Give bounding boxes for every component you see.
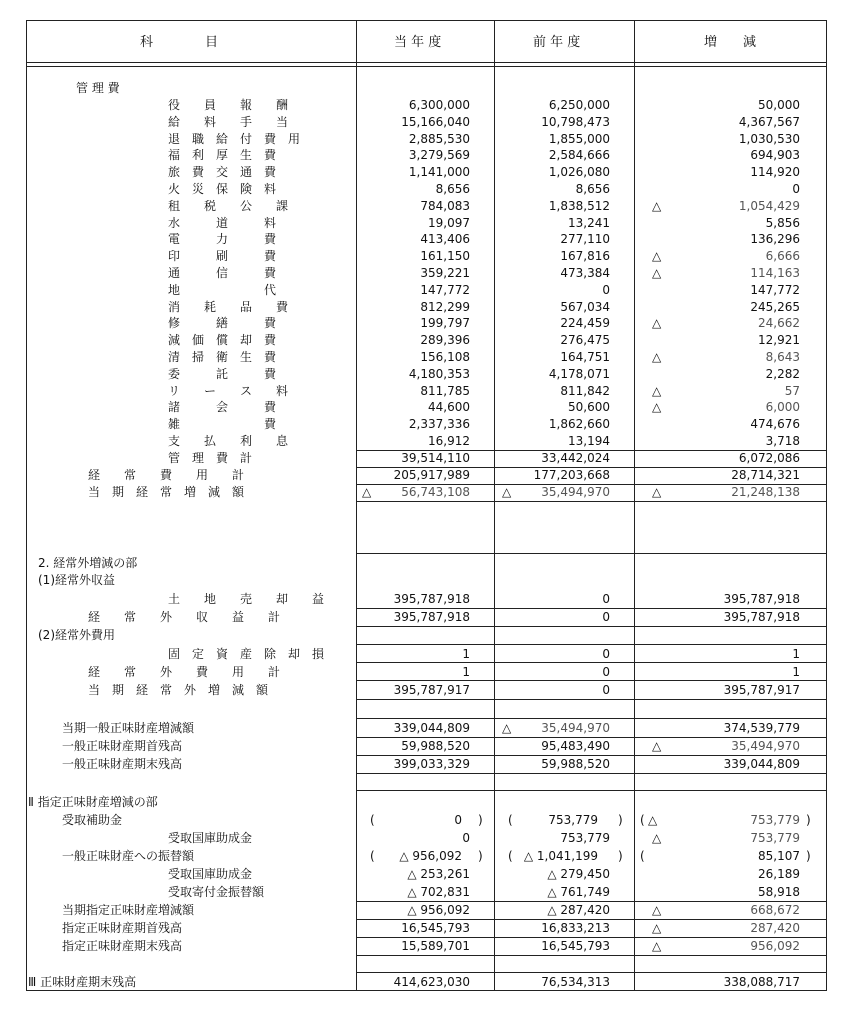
negative-mark: △ <box>362 485 372 499</box>
change-value: 26,189 <box>758 867 800 881</box>
current-year-value: 359,221 <box>420 266 470 280</box>
open-paren: ( <box>640 849 645 863</box>
close-paren: ) <box>478 813 483 827</box>
current-year-value: 39,514,110 <box>401 451 470 465</box>
current-year-value: 147,772 <box>420 283 470 297</box>
general-net-assets-label: 一般正味財産期首残高 <box>62 739 183 753</box>
change-value: 6,000 <box>765 400 800 414</box>
previous-year-value: 753,779 <box>548 813 598 827</box>
previous-year-value: 167,816 <box>560 249 610 263</box>
land-sale-gain-label: 土 地 売 却 益 <box>168 592 325 606</box>
change-value: 1 <box>792 665 800 679</box>
current-year-value: 2,885,530 <box>408 132 470 146</box>
change-value: 395,787,918 <box>723 592 800 606</box>
current-year-value: 812,299 <box>420 300 470 314</box>
previous-year-value: 1,838,512 <box>548 199 610 213</box>
rule-line <box>26 990 827 991</box>
admin-expense-label: 委 託 費 <box>168 367 277 381</box>
admin-expense-label: 清 掃 衛 生 費 <box>168 350 277 364</box>
change-value: 6,072,086 <box>738 451 800 465</box>
section-non-ordinary-revenue: (1)経常外収益 <box>38 573 115 587</box>
current-year-value: 15,166,040 <box>401 115 470 129</box>
current-year-value: 15,589,701 <box>401 939 470 953</box>
change-value: 395,787,918 <box>723 610 800 624</box>
national-subsidy-label: 受取国庫助成金 <box>168 831 253 845</box>
change-value: 245,265 <box>750 300 800 314</box>
designated-end-label: 指定正味財産期末残高 <box>62 939 183 953</box>
previous-year-value: 0 <box>602 683 610 697</box>
negative-mark: △ <box>652 831 662 845</box>
current-year-value: 399,033,329 <box>393 757 470 771</box>
admin-expense-label: 役 員 報 酬 <box>168 98 289 112</box>
rule-line <box>356 553 826 554</box>
previous-year-value: 473,384 <box>560 266 610 280</box>
admin-expense-label: 租 税 公 課 <box>168 199 289 213</box>
admin-expense-label: 地 代 <box>168 283 277 297</box>
change-value: 136,296 <box>750 232 800 246</box>
change-value: 474,676 <box>750 417 800 431</box>
change-value: 1,030,530 <box>738 132 800 146</box>
admin-expense-label: 諸 会 費 <box>168 400 277 414</box>
current-year-value: 395,787,917 <box>393 683 470 697</box>
change-value: 956,092 <box>750 939 800 953</box>
change-value: 2,282 <box>765 367 800 381</box>
rule-line <box>356 626 826 627</box>
previous-year-value: 33,442,024 <box>541 451 610 465</box>
column-header-subject: 科 目 <box>140 35 219 50</box>
current-year-value: △ 702,831 <box>407 885 470 899</box>
previous-year-value: 16,833,213 <box>541 921 610 935</box>
asset-disposal-loss-label: 固 定 資 産 除 却 損 <box>168 647 325 661</box>
current-year-value: 0 <box>462 831 470 845</box>
negative-mark: △ <box>652 316 662 330</box>
previous-year-value: 2,584,666 <box>548 148 610 162</box>
previous-year-value: △ 761,749 <box>547 885 610 899</box>
donation-transfer-label: 受取寄付金振替額 <box>168 885 265 899</box>
admin-expense-label: 通 信 費 <box>168 266 277 280</box>
previous-year-value: 277,110 <box>560 232 610 246</box>
current-year-value: 811,785 <box>420 384 470 398</box>
rule-line <box>356 644 826 645</box>
previous-year-value: 177,203,668 <box>533 468 610 482</box>
admin-expense-label: 雑 費 <box>168 417 277 431</box>
change-value: 374,539,779 <box>723 721 800 735</box>
change-value: 287,420 <box>750 921 800 935</box>
section-admin-expenses: 管 理 費 <box>76 81 120 95</box>
rule-line <box>356 755 826 756</box>
section-non-ordinary-expense: (2)経常外費用 <box>38 628 115 642</box>
current-year-value: △ 956,092 <box>399 849 462 863</box>
admin-expense-label: 印 刷 費 <box>168 249 277 263</box>
current-year-value: 16,545,793 <box>401 921 470 935</box>
column-line <box>26 20 27 990</box>
change-value: 1,054,429 <box>738 199 800 213</box>
change-value: 668,672 <box>750 903 800 917</box>
current-year-value: 161,150 <box>420 249 470 263</box>
current-year-value: 3,279,569 <box>408 148 470 162</box>
previous-year-value: 1,026,080 <box>548 165 610 179</box>
previous-year-value: 276,475 <box>560 333 610 347</box>
previous-year-value: 811,842 <box>560 384 610 398</box>
previous-year-value: 0 <box>602 592 610 606</box>
change-value: 395,787,917 <box>723 683 800 697</box>
previous-year-value: 0 <box>602 283 610 297</box>
admin-expense-label: 消 耗 品 費 <box>168 300 289 314</box>
designated-change-label: 当期指定正味財産増減額 <box>62 903 195 917</box>
previous-year-value: 10,798,473 <box>541 115 610 129</box>
column-header-previous: 前 年 度 <box>533 35 581 50</box>
current-year-value: 1 <box>462 647 470 661</box>
previous-year-value: 16,545,793 <box>541 939 610 953</box>
negative-mark: △ <box>652 199 662 213</box>
change-value: 5,856 <box>765 216 800 230</box>
rule-line <box>356 718 826 719</box>
negative-mark: △ <box>502 721 512 735</box>
transfer-to-general-label: 一般正味財産への振替額 <box>62 849 195 863</box>
close-paren: ) <box>806 849 811 863</box>
open-paren: ( <box>370 813 375 827</box>
rule-line <box>356 790 826 791</box>
rule-line <box>356 937 826 938</box>
negative-mark: △ <box>652 350 662 364</box>
non-ordinary-change-label: 当 期 経 常 外 増 減 額 <box>88 683 269 697</box>
previous-year-value: △ 287,420 <box>547 903 610 917</box>
current-year-value: 413,406 <box>420 232 470 246</box>
change-value: 0 <box>792 182 800 196</box>
current-year-value: 395,787,918 <box>393 610 470 624</box>
change-value: 114,920 <box>750 165 800 179</box>
current-year-value: 59,988,520 <box>401 739 470 753</box>
ordinary-change-label: 当 期 経 常 増 減 額 <box>88 485 245 499</box>
close-paren: ) <box>618 849 623 863</box>
national-subsidy-transfer-label: 受取国庫助成金 <box>168 867 253 881</box>
change-value: 85,107 <box>758 849 800 863</box>
rule-line <box>356 955 826 956</box>
open-paren: ( <box>370 849 375 863</box>
current-year-value: 8,656 <box>435 182 470 196</box>
previous-year-value: 6,250,000 <box>548 98 610 112</box>
section-designated-net-assets: Ⅱ 指定正味財産増減の部 <box>28 795 158 809</box>
change-value: 753,779 <box>750 831 800 845</box>
current-year-value: 2,337,336 <box>408 417 470 431</box>
current-year-value: 414,623,030 <box>393 975 470 989</box>
current-year-value: △ 956,092 <box>407 903 470 917</box>
rule-line <box>356 919 826 920</box>
general-net-assets-label: 当期一般正味財産増減額 <box>62 721 195 735</box>
change-value: 35,494,970 <box>731 739 800 753</box>
rule-line <box>356 901 826 902</box>
current-year-value: 784,083 <box>420 199 470 213</box>
change-value: 57 <box>784 384 800 398</box>
change-value: 4,367,567 <box>738 115 800 129</box>
previous-year-value: 0 <box>602 610 610 624</box>
admin-expense-label: 火 災 保 険 料 <box>168 182 277 196</box>
previous-year-value: 95,483,490 <box>541 739 610 753</box>
column-line <box>826 20 827 990</box>
change-value: 12,921 <box>758 333 800 347</box>
rule-line <box>356 773 826 774</box>
negative-mark: △ <box>652 400 662 414</box>
rule-line <box>356 662 826 663</box>
rule-line <box>356 680 826 681</box>
close-paren: ) <box>806 813 811 827</box>
change-value: 28,714,321 <box>731 468 800 482</box>
negative-mark: △ <box>652 739 662 753</box>
change-value: 753,779 <box>750 813 800 827</box>
negative-mark: △ <box>502 485 512 499</box>
negative-mark: △ <box>652 384 662 398</box>
admin-expense-label: 旅 費 交 通 費 <box>168 165 277 179</box>
admin-expense-label: 福 利 厚 生 費 <box>168 148 277 162</box>
admin-expense-label: 水 道 料 <box>168 216 277 230</box>
previous-year-value: 0 <box>602 665 610 679</box>
current-year-value: 1 <box>462 665 470 679</box>
change-value: 1 <box>792 647 800 661</box>
current-year-value: 289,396 <box>420 333 470 347</box>
previous-year-value: 4,178,071 <box>548 367 610 381</box>
close-paren: ) <box>478 849 483 863</box>
net-assets-end-label: Ⅲ 正味財産期末残高 <box>28 975 137 989</box>
rule-line <box>26 66 827 67</box>
previous-year-value: 224,459 <box>560 316 610 330</box>
change-value: 6,666 <box>765 249 800 263</box>
negative-mark: △ <box>648 813 658 827</box>
rule-line <box>356 972 826 973</box>
change-value: 21,248,138 <box>731 485 800 499</box>
column-header-current: 当 年 度 <box>394 35 442 50</box>
change-value: 114,163 <box>750 266 800 280</box>
rule-line <box>356 608 826 609</box>
previous-year-value: 76,534,313 <box>541 975 610 989</box>
column-header-change: 増 減 <box>704 35 757 50</box>
previous-year-value: △ 1,041,199 <box>523 849 598 863</box>
previous-year-value: 35,494,970 <box>541 485 610 499</box>
previous-year-value: 50,600 <box>568 400 610 414</box>
rule-line <box>356 737 826 738</box>
negative-mark: △ <box>652 939 662 953</box>
change-value: 8,643 <box>765 350 800 364</box>
negative-mark: △ <box>652 921 662 935</box>
current-year-value: 4,180,353 <box>408 367 470 381</box>
rule-line <box>26 62 827 63</box>
change-value: 147,772 <box>750 283 800 297</box>
previous-year-value: 164,751 <box>560 350 610 364</box>
change-value: 50,000 <box>758 98 800 112</box>
current-year-value: 16,912 <box>428 434 470 448</box>
change-value: 24,662 <box>758 316 800 330</box>
current-year-value: 44,600 <box>428 400 470 414</box>
admin-expense-label: 減 価 償 却 費 <box>168 333 277 347</box>
open-paren: ( <box>640 813 645 827</box>
previous-year-value: 0 <box>602 647 610 661</box>
previous-year-value: 1,855,000 <box>548 132 610 146</box>
previous-year-value: 1,862,660 <box>548 417 610 431</box>
negative-mark: △ <box>652 249 662 263</box>
designated-begin-label: 指定正味財産期首残高 <box>62 921 183 935</box>
current-year-value: 1,141,000 <box>408 165 470 179</box>
change-value: 3,718 <box>765 434 800 448</box>
close-paren: ) <box>618 813 623 827</box>
rule-line <box>26 20 827 21</box>
negative-mark: △ <box>652 485 662 499</box>
previous-year-value: 567,034 <box>560 300 610 314</box>
section-non-ordinary: 2. 経常外増減の部 <box>38 556 138 570</box>
admin-expense-label: 退 職 給 付 費 用 <box>168 132 301 146</box>
non-ordinary-revenue-total-label: 経 常 外 収 益 計 <box>88 610 281 624</box>
previous-year-value: △ 279,450 <box>547 867 610 881</box>
previous-year-value: 35,494,970 <box>541 721 610 735</box>
negative-mark: △ <box>652 903 662 917</box>
rule-line <box>356 699 826 700</box>
current-year-value: 395,787,918 <box>393 592 470 606</box>
rule-line <box>356 501 826 502</box>
admin-expense-label: 支 払 利 息 <box>168 434 289 448</box>
admin-expense-label: リ ー ス 料 <box>168 384 289 398</box>
previous-year-value: 59,988,520 <box>541 757 610 771</box>
negative-mark: △ <box>652 266 662 280</box>
current-year-value: 6,300,000 <box>408 98 470 112</box>
admin-expense-label: 電 力 費 <box>168 232 277 246</box>
current-year-value: 339,044,809 <box>393 721 470 735</box>
admin-expense-label: 修 繕 費 <box>168 316 277 330</box>
change-value: 339,044,809 <box>723 757 800 771</box>
general-net-assets-label: 一般正味財産期末残高 <box>62 757 183 771</box>
ordinary-expense-total-label: 経 常 費 用 計 <box>88 468 245 482</box>
current-year-value: 19,097 <box>428 216 470 230</box>
current-year-value: △ 253,261 <box>407 867 470 881</box>
received-subsidy-label: 受取補助金 <box>62 813 123 827</box>
previous-year-value: 13,194 <box>568 434 610 448</box>
change-value: 58,918 <box>758 885 800 899</box>
admin-total-label: 管 理 費 計 <box>168 451 253 465</box>
open-paren: ( <box>508 849 513 863</box>
previous-year-value: 13,241 <box>568 216 610 230</box>
current-year-value: 205,917,989 <box>393 468 470 482</box>
previous-year-value: 8,656 <box>575 182 610 196</box>
change-value: 694,903 <box>750 148 800 162</box>
non-ordinary-expense-total-label: 経 常 外 費 用 計 <box>88 665 281 679</box>
change-value: 338,088,717 <box>723 975 800 989</box>
open-paren: ( <box>508 813 513 827</box>
admin-expense-label: 給 料 手 当 <box>168 115 289 129</box>
current-year-value: 56,743,108 <box>401 485 470 499</box>
current-year-value: 199,797 <box>420 316 470 330</box>
current-year-value: 0 <box>454 813 462 827</box>
current-year-value: 156,108 <box>420 350 470 364</box>
previous-year-value: 753,779 <box>560 831 610 845</box>
